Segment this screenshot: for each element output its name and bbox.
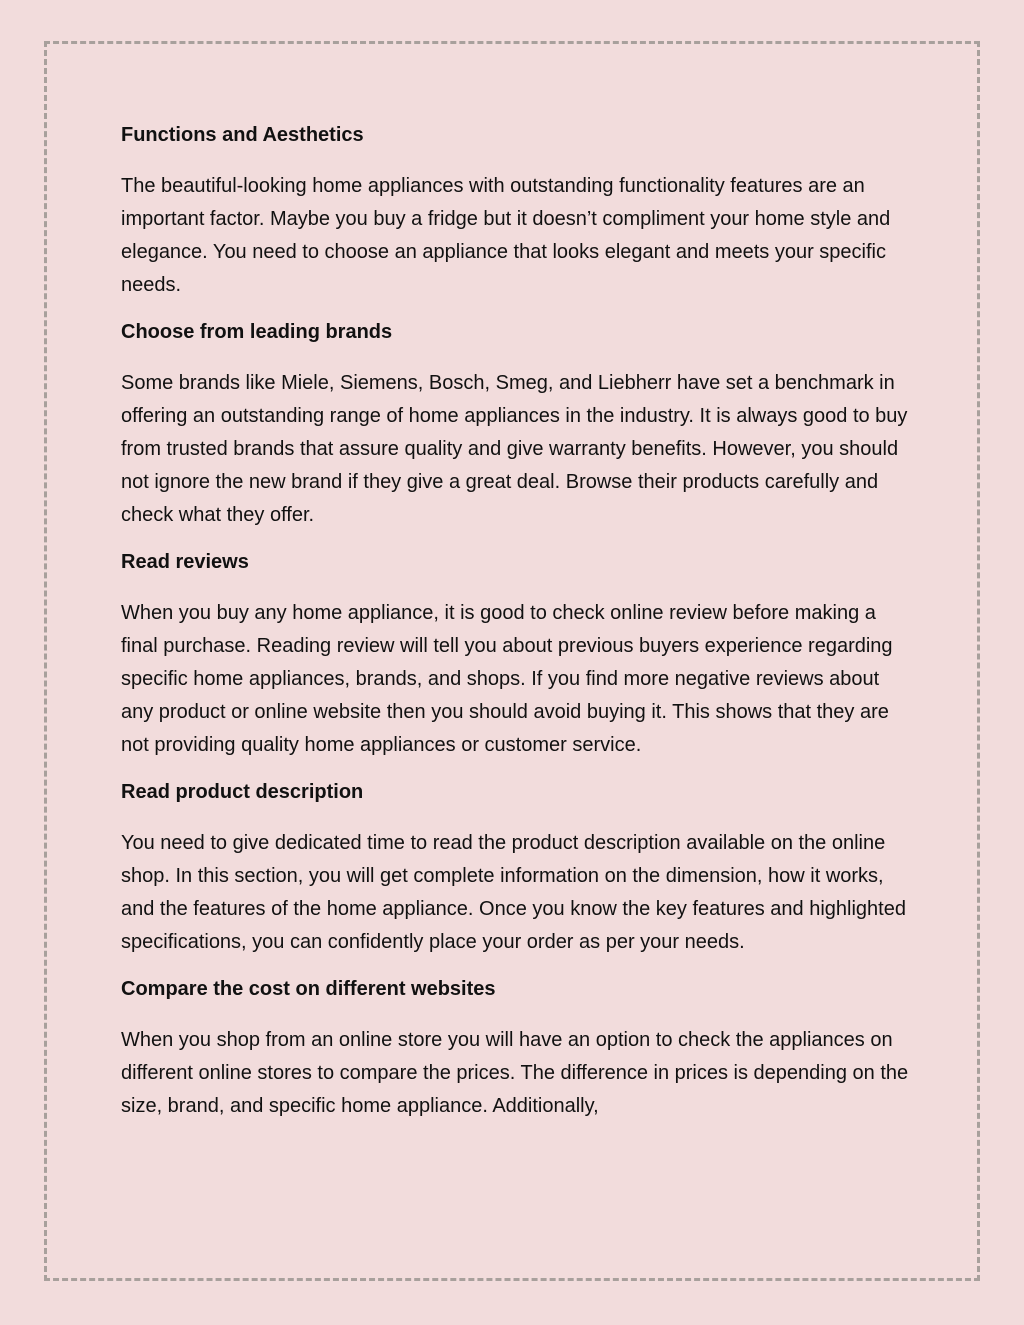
section-heading: Read reviews	[121, 551, 249, 573]
section-heading: Read product description	[121, 781, 364, 803]
section-functions-aesthetics	[121, 121, 911, 302]
section-paragraph: You need to give dedicated time to read the product description available on the online shop. In this section, you will get complete information on the dimension, how it works, and the features of the home appliance. Once you know the key features and highlighted specifications, you can confidently place your order as per your needs.	[121, 832, 906, 953]
section-heading: Choose from leading brands	[121, 321, 393, 343]
section-read-reviews	[121, 548, 911, 762]
document-content	[121, 121, 911, 1139]
section-paragraph: The beautiful-looking home appliances with outstanding functionality features are an important factor. Maybe you buy a fridge but it doesn’t compliment your home style and elegance. You need to choose an appliance that looks elegant and meets your specific needs.	[121, 175, 891, 296]
section-paragraph: Some brands like Miele, Siemens, Bosch, Smeg, and Liebherr have set a benchmark in offering an outstanding range of home appliances in the industry. It is always good to buy from trusted brands that assure quality and give warranty benefits. However, you should not ignore the new brand if they give a great deal. Browse their products carefully and check what they offer.	[121, 372, 908, 526]
section-heading: Functions and Aesthetics	[121, 124, 364, 146]
section-leading-brands	[121, 318, 911, 532]
section-heading: Compare the cost on different websites	[121, 978, 496, 1000]
section-product-description	[121, 778, 911, 959]
section-paragraph: When you buy any home appliance, it is good to check online review before making a final purchase. Reading review will tell you about previous buyers experience regarding specific home appliances, brands, and shops. If you find more negative reviews about any product or online website then you should avoid buying it. This shows that they are not providing quality home appliances or customer service.	[121, 602, 893, 756]
section-paragraph: When you shop from an online store you will have an option to check the appliances on different online stores to compare the prices. The difference in prices is depending on the size, brand, and specific home appliance. Additionally,	[121, 1029, 909, 1117]
section-compare-cost	[121, 975, 911, 1123]
